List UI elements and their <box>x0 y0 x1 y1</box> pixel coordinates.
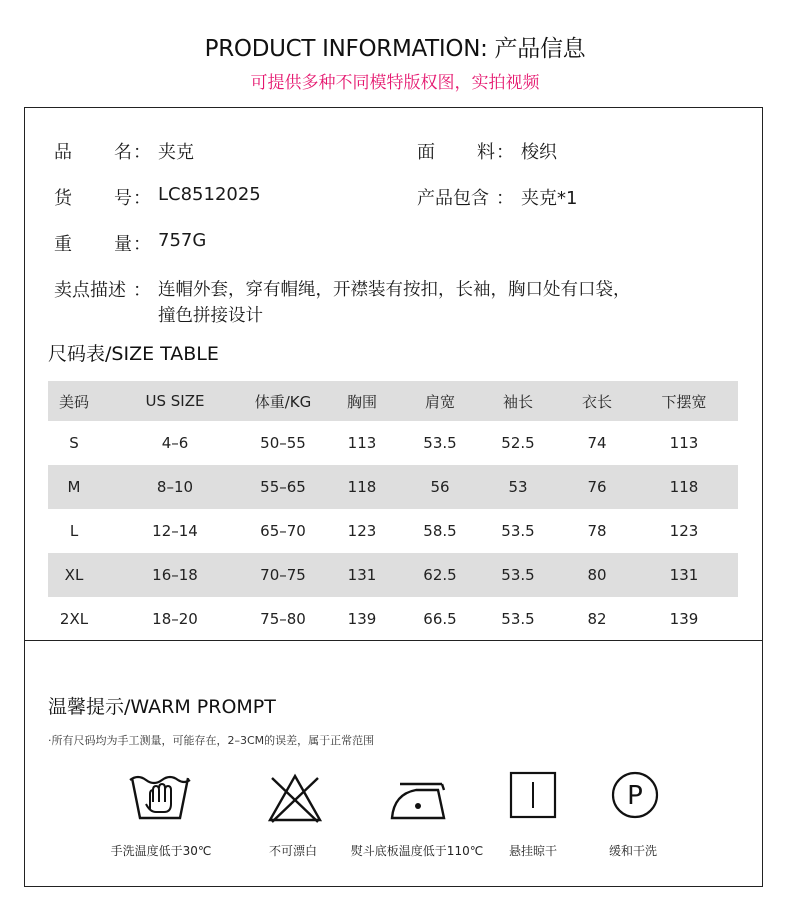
table-cell: 16–18 <box>152 566 198 584</box>
iron-label: 熨斗底板温度低于110℃ <box>350 844 484 858</box>
warm-prompt-title: 温馨提示/WARM PROMPT <box>48 696 276 718</box>
info-sku-label: 货 号 <box>54 188 132 209</box>
table-cell: 139 <box>669 610 699 628</box>
svg-text:P: P <box>627 781 643 811</box>
header-cell: 肩宽 <box>424 392 455 411</box>
info-sku-value: LC8512025 <box>158 184 261 205</box>
page-subtitle: 可提供多种不同模特版权图，实拍视频 <box>250 73 540 93</box>
info-weight-label: 重 量 <box>54 234 132 255</box>
info-package-value: 夹克*1 <box>521 188 578 209</box>
table-cell: 53.5 <box>423 434 457 452</box>
table-cell: 53.5 <box>501 566 535 584</box>
iron-icon <box>388 770 450 826</box>
table-cell: 82 <box>587 610 607 628</box>
table-cell: 78 <box>587 522 607 540</box>
info-fabric-value: 梭织 <box>521 142 557 163</box>
table-cell: 56 <box>430 478 450 496</box>
info-selling-line2: 撞色拼接设计 <box>158 306 263 326</box>
table-cell: 53.5 <box>501 522 535 540</box>
table-cell: 123 <box>669 522 699 540</box>
table-cell: 80 <box>587 566 607 584</box>
hand-wash-label: 手洗温度低于30℃ <box>110 844 212 858</box>
table-cell: 8–10 <box>156 478 194 496</box>
table-cell: 118 <box>347 478 377 496</box>
table-cell: 62.5 <box>423 566 457 584</box>
info-name-label: 品 名 <box>54 142 132 163</box>
table-cell: S <box>69 434 79 452</box>
table-row <box>48 597 738 641</box>
size-table-header <box>48 381 738 421</box>
header-cell: 美码 <box>58 392 89 411</box>
header-cell: 下摆宽 <box>661 392 707 411</box>
size-table <box>48 381 738 641</box>
table-cell: 50–55 <box>260 434 306 452</box>
table-cell: 4–6 <box>161 434 189 452</box>
table-cell: 66.5 <box>423 610 457 628</box>
table-cell: 123 <box>347 522 377 540</box>
info-name-value: 夹克 <box>158 142 194 163</box>
table-cell: 76 <box>587 478 607 496</box>
table-cell: 2XL <box>59 610 89 628</box>
table-cell: 12–14 <box>152 522 198 540</box>
hang-dry-label: 悬挂晾干 <box>508 844 558 858</box>
table-cell: L <box>69 522 79 540</box>
table-cell: 75–80 <box>260 610 306 628</box>
table-cell: 52.5 <box>501 434 535 452</box>
header-cell: 胸围 <box>346 392 377 411</box>
table-cell: XL <box>64 566 84 584</box>
info-selling-line1: 连帽外套，穿有帽绳，开襟装有按扣，长袖，胸口处有口袋， <box>158 280 631 300</box>
table-cell: 113 <box>347 434 377 452</box>
header-cell: 袖长 <box>502 392 533 411</box>
no-bleach-icon <box>266 770 324 826</box>
hand-wash-icon <box>128 770 192 826</box>
page-title: PRODUCT INFORMATION: 产品信息 <box>204 36 586 62</box>
table-cell: 113 <box>669 434 699 452</box>
table-cell: 139 <box>347 610 377 628</box>
dry-clean-p-icon <box>610 770 660 820</box>
info-fabric-label: 面 料 <box>417 142 495 163</box>
table-cell: 55–65 <box>260 478 306 496</box>
table-row <box>48 509 738 553</box>
table-row <box>48 553 738 597</box>
table-cell: 18–20 <box>152 610 198 628</box>
info-package-label: 产品包含 <box>417 188 489 209</box>
hang-dry-icon <box>508 770 558 820</box>
size-table-title: 尺码表/SIZE TABLE <box>48 343 219 365</box>
table-cell: 58.5 <box>423 522 457 540</box>
table-cell: 118 <box>669 478 699 496</box>
table-row <box>48 421 738 465</box>
info-weight-value: 757G <box>158 230 207 251</box>
info-selling-label: 卖点描述 <box>54 280 126 301</box>
table-cell: 65–70 <box>260 522 306 540</box>
table-cell: M <box>67 478 81 496</box>
table-cell: 74 <box>587 434 607 452</box>
table-cell: 70–75 <box>260 566 306 584</box>
header-cell: 体重/KG <box>254 392 312 411</box>
table-row <box>48 465 738 509</box>
table-cell: 53.5 <box>501 610 535 628</box>
table-cell: 53 <box>508 478 528 496</box>
table-cell: 131 <box>347 566 377 584</box>
dry-clean-label: 缓和干洗 <box>608 844 658 858</box>
no-bleach-label: 不可漂白 <box>268 844 318 858</box>
warm-prompt-note: ·所有尺码均为手工测量，可能存在，2–3CM的误差，属于正常范围 <box>48 734 375 747</box>
header-cell: US SIZE <box>145 392 205 410</box>
table-cell: 131 <box>669 566 699 584</box>
header-cell: 衣长 <box>581 392 612 411</box>
